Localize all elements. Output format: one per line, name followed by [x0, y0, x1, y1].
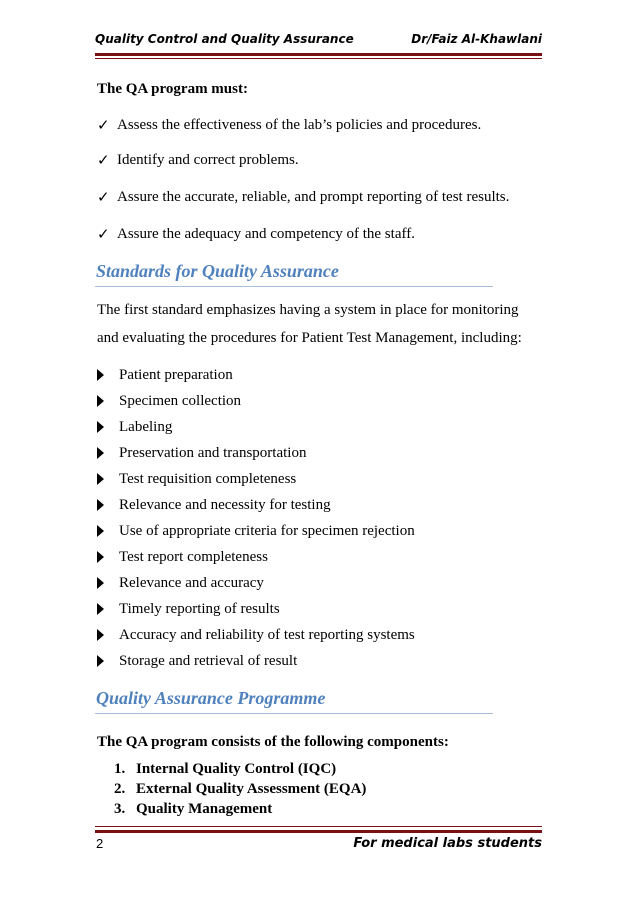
check-item-text: Identify and correct problems.	[117, 152, 299, 168]
heading-underline	[95, 713, 493, 714]
check-item	[97, 225, 415, 243]
item-text: Quality Management	[136, 801, 273, 817]
list-item-text: Test requisition completeness	[119, 471, 297, 487]
header-rule-thin	[95, 58, 542, 59]
footer-rule-thick	[95, 830, 542, 833]
right-triangle-icon	[97, 499, 119, 511]
list-item	[97, 600, 280, 618]
section-heading-qa-programme: Quality Assurance Programme	[96, 688, 326, 708]
list-item	[97, 522, 415, 540]
right-triangle-icon	[97, 603, 119, 615]
intro-title: The QA program must:	[97, 81, 248, 97]
list-item	[97, 652, 297, 670]
list-item-text: Labeling	[119, 419, 173, 435]
list-item-text: Storage and retrieval of result	[119, 653, 298, 669]
check-mark-icon: ✓	[97, 151, 110, 169]
list-item	[97, 574, 264, 592]
footer-rule-thin	[95, 826, 542, 827]
numbered-item	[114, 781, 366, 798]
right-triangle-icon	[97, 369, 119, 381]
header-left-title: Quality Control and Quality Assurance	[95, 32, 354, 46]
check-item-text: Assure the accurate, reliable, and prompt reporting of test results.	[117, 189, 510, 205]
footer-right-text: For medical labs students	[353, 836, 542, 851]
list-item	[97, 626, 415, 644]
list-item-text: Accuracy and reliability of test reporting systems	[119, 627, 415, 643]
check-item	[97, 151, 299, 169]
item-text: External Quality Assessment (EQA)	[136, 781, 367, 797]
check-item-text: Assure the adequacy and competency of the staff.	[117, 226, 415, 242]
item-number: 3.	[114, 801, 126, 817]
right-triangle-icon	[97, 525, 119, 537]
check-mark-icon: ✓	[97, 225, 110, 243]
standards-paragraph-line1: The first standard emphasizes having a system in place for monitoring	[97, 302, 519, 318]
section-heading-standards: Standards for Quality Assurance	[96, 261, 339, 281]
list-item	[97, 548, 268, 566]
list-item	[97, 496, 331, 514]
heading-underline	[95, 286, 493, 287]
list-item-text: Relevance and accuracy	[119, 575, 264, 591]
item-number: 2.	[114, 781, 126, 797]
check-mark-icon: ✓	[97, 188, 110, 206]
check-item-text: Assess the effectiveness of the lab’s policies and procedures.	[117, 117, 482, 133]
list-item-text: Relevance and necessity for testing	[119, 497, 331, 513]
list-item-text: Preservation and transportation	[119, 445, 307, 461]
check-mark-icon: ✓	[97, 116, 110, 134]
list-item	[97, 366, 233, 384]
list-item	[97, 418, 172, 436]
standards-paragraph-line2: and evaluating the procedures for Patient Test Management, including:	[97, 330, 522, 346]
list-item	[97, 392, 241, 410]
list-item-text: Specimen collection	[119, 393, 242, 409]
right-triangle-icon	[97, 551, 119, 563]
list-item-text: Test report completeness	[119, 549, 268, 565]
list-item-text: Patient preparation	[119, 367, 233, 383]
item-number: 1.	[114, 761, 126, 777]
list-item	[97, 470, 296, 488]
right-triangle-icon	[97, 395, 119, 407]
header-right-author: Dr/Faiz Al-Khawlani	[411, 32, 542, 46]
right-triangle-icon	[97, 577, 119, 589]
right-triangle-icon	[97, 421, 119, 433]
check-item	[97, 188, 509, 206]
list-item-text: Timely reporting of results	[119, 601, 280, 617]
qa-programme-intro: The QA program consists of the following components:	[97, 734, 449, 750]
page-number: 2	[96, 836, 104, 851]
check-item	[97, 116, 481, 134]
numbered-item	[114, 761, 336, 778]
right-triangle-icon	[97, 655, 119, 667]
right-triangle-icon	[97, 447, 119, 459]
header-rule-thick	[95, 53, 542, 56]
item-text: Internal Quality Control (IQC)	[136, 761, 337, 777]
list-item	[97, 444, 306, 462]
list-item-text: Use of appropriate criteria for specimen rejection	[119, 523, 415, 539]
right-triangle-icon	[97, 629, 119, 641]
right-triangle-icon	[97, 473, 119, 485]
numbered-item	[114, 801, 272, 818]
